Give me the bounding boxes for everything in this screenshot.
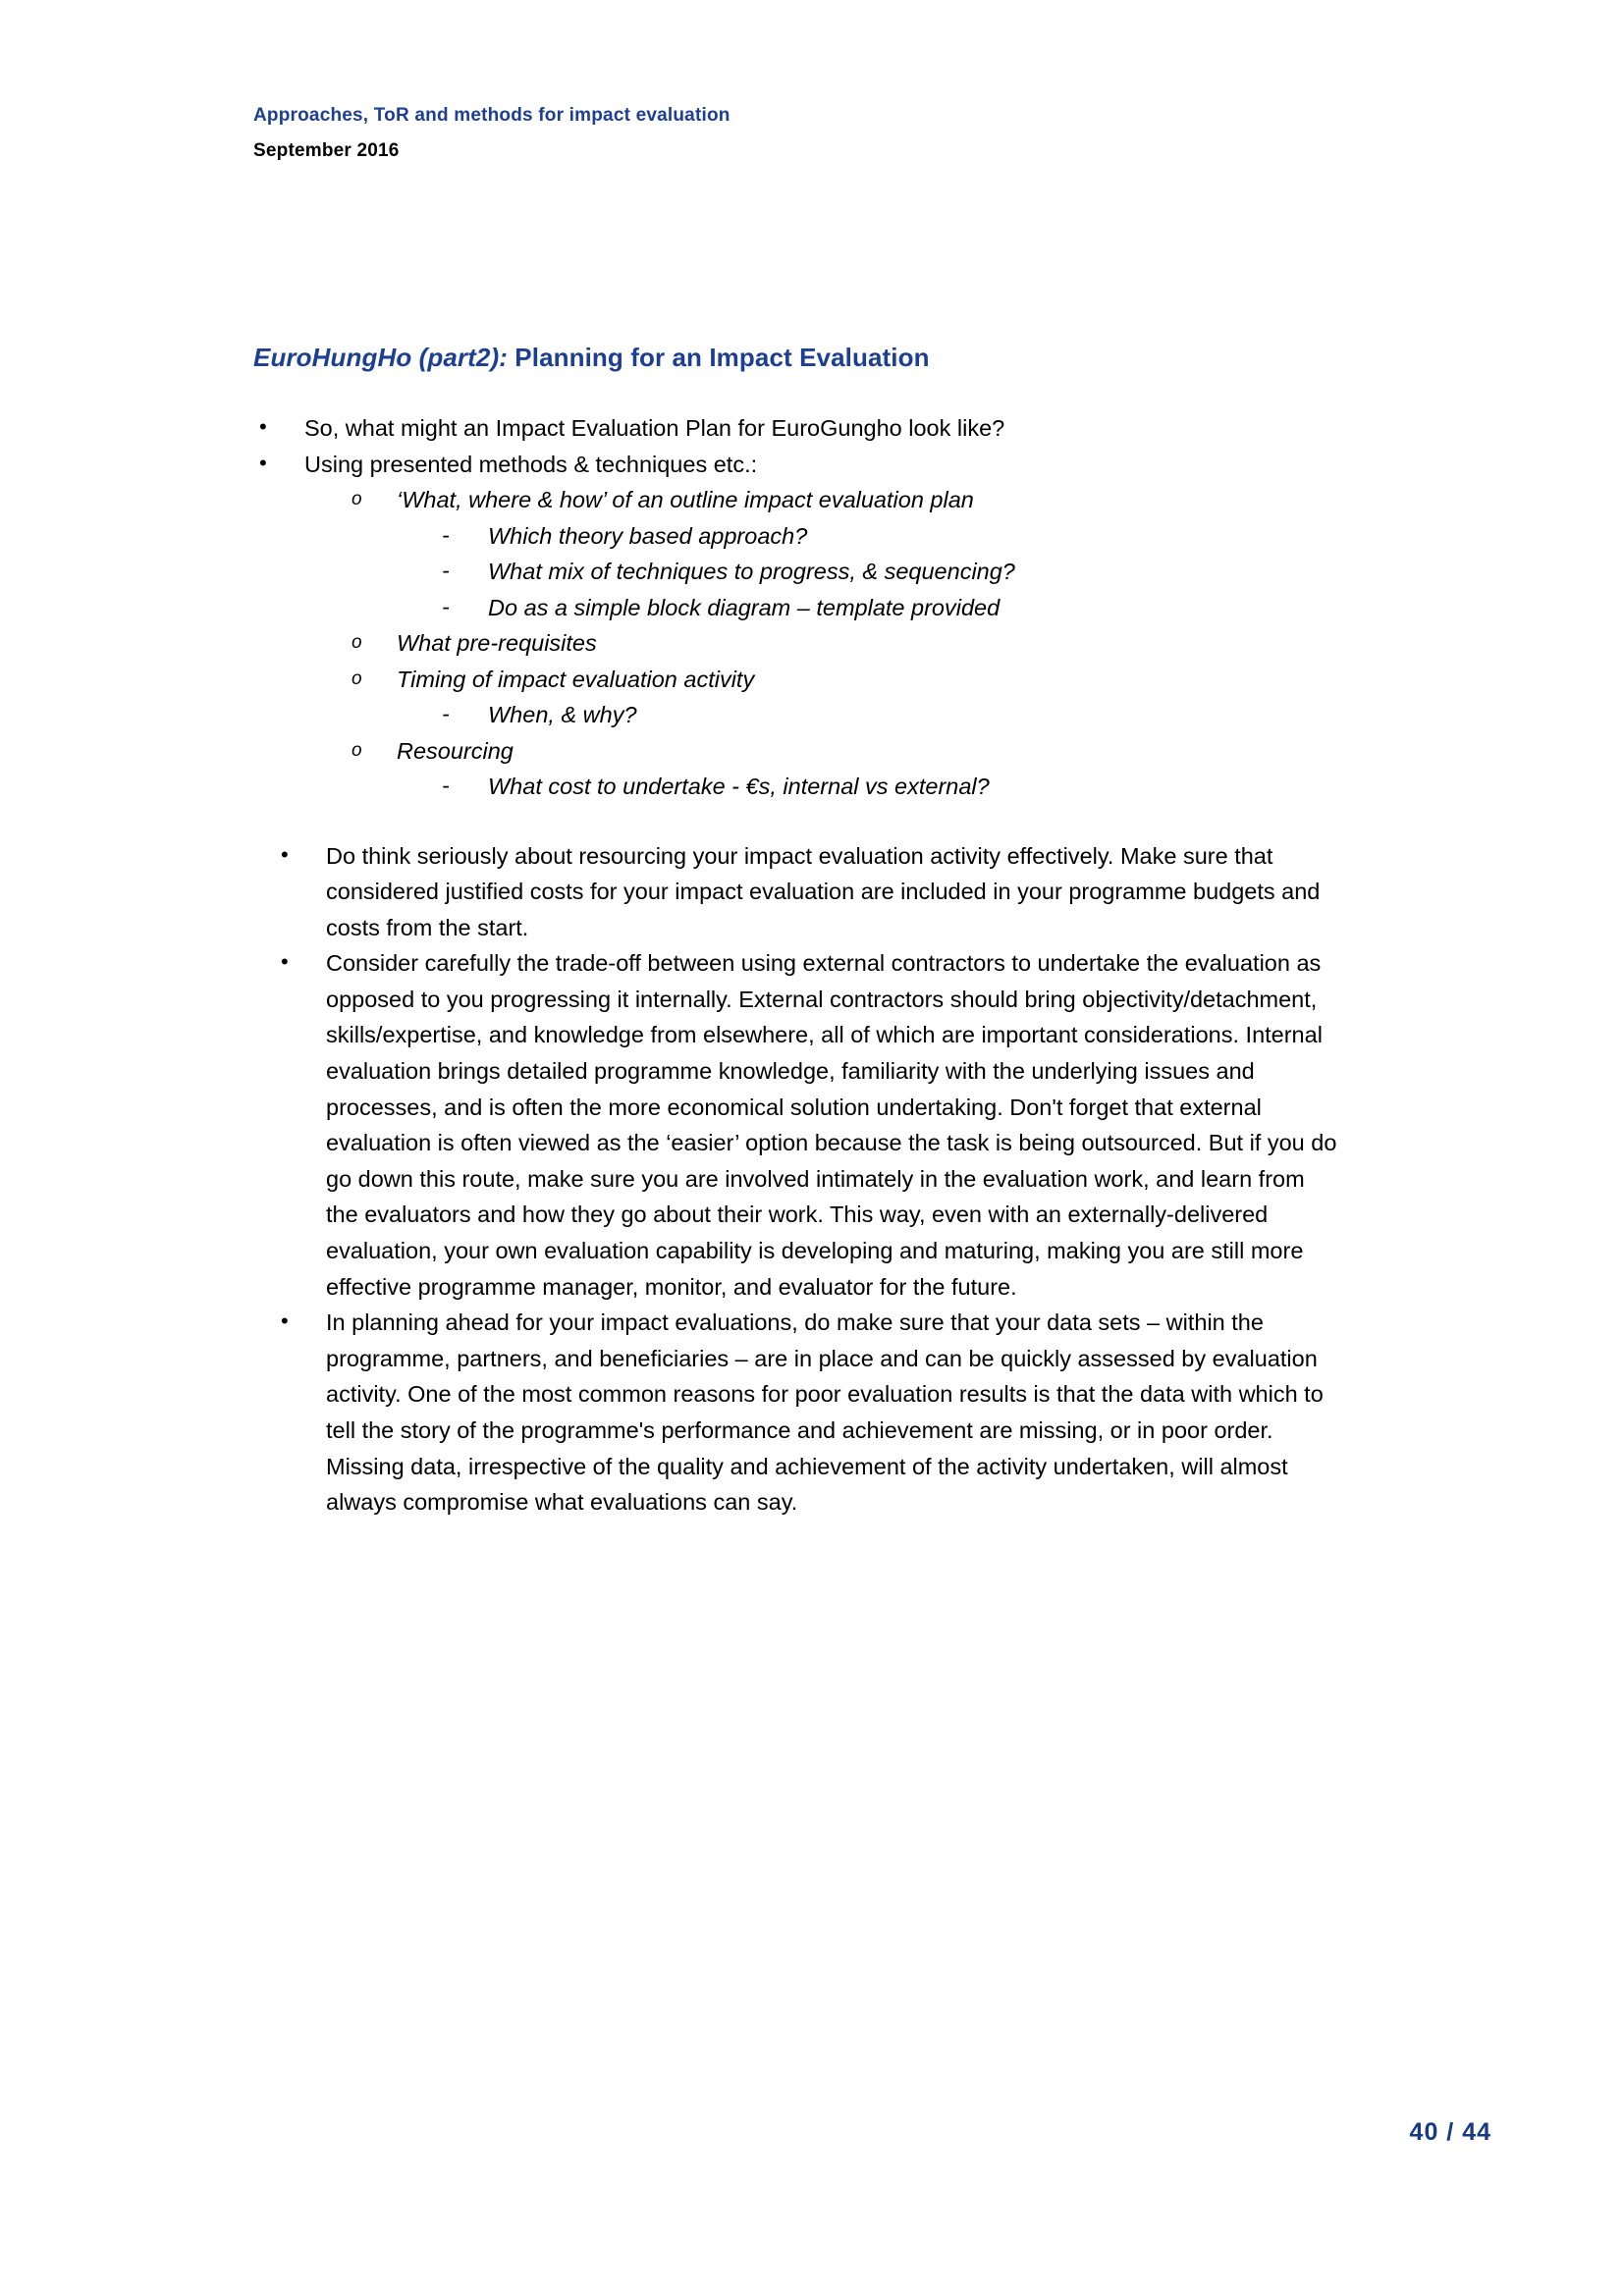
- outline-item-level2: [352, 625, 1359, 662]
- body-paragraph: [281, 945, 1342, 1305]
- list-marker: -: [442, 558, 450, 583]
- list-marker: •: [281, 949, 289, 975]
- list-marker: -: [442, 773, 450, 798]
- outline-item-text: Resourcing: [397, 737, 514, 764]
- outline-item-text: Using presented methods & techniques etc.:: [304, 451, 758, 477]
- outline-list: [0, 410, 1623, 805]
- outline-item-text: So, what might an Impact Evaluation Plan for EuroGungho look like?: [304, 415, 1005, 441]
- body-paragraph-text: Do think seriously about resourcing your impact evaluation activity effectively. Make sure that considered justified costs for your impact evaluation are included in your programme budgets and costs from the start.: [326, 842, 1321, 940]
- page-content: [0, 410, 1623, 1521]
- running-header: [253, 102, 1432, 164]
- outline-item-level3: [442, 554, 1362, 590]
- outline-item-level3: [442, 697, 1362, 733]
- list-marker: •: [259, 414, 267, 439]
- body-paragraph: [281, 1305, 1342, 1521]
- outline-item-level2: [352, 733, 1359, 770]
- outline-item-text: What cost to undertake - €s, internal vs external?: [488, 774, 990, 799]
- section-heading-rest: Planning for an Impact Evaluation: [507, 343, 930, 372]
- outline-item-text: ‘What, where & how’ of an outline impact evaluation plan: [397, 487, 974, 512]
- body-paragraph-text: Consider carefully the trade-off between using external contractors to undertake the evaluation as opposed to you progressing it internally. External contractors should bring objectivity/detachment, skills/expertise, and knowledge from elsewhere, all of which are important considerations. Internal evaluation brings detailed programme knowledge, familiarity with the underlying issues and processes, and is often the more economical solution undertaking. Don't forget that external evaluation is often viewed as the ‘easier’ option because the task is being outsourced. But if you do go down this route, make sure you are involved intimately in the evaluation work, and learn from the evaluators and how they go about their work. This way, even with an externally-delivered evaluation, your own evaluation capability is developing and maturing, making you are still more effective programme manager, monitor, and evaluator for the future.: [326, 950, 1337, 1300]
- section-heading-italic-part: EuroHungHo (part2):: [253, 343, 508, 372]
- list-marker: -: [442, 593, 450, 619]
- running-header-title: Approaches, ToR and methods for impact evaluation: [253, 105, 730, 126]
- outline-item-level3: [442, 590, 1362, 626]
- list-marker: •: [281, 841, 289, 867]
- outline-item-level2: [352, 482, 1359, 518]
- list-marker: -: [442, 521, 450, 548]
- outline-item-text: Timing of impact evaluation activity: [397, 666, 755, 692]
- outline-item-level2: [352, 662, 1359, 698]
- section-heading: [253, 343, 930, 373]
- outline-item-text: Which theory based approach?: [488, 522, 808, 549]
- body-paragraph-text: In planning ahead for your impact evaluations, do make sure that your data sets – within the programme, partners, and beneficiaries – are in place and can be quickly assessed by evaluation activity. One of the most common reasons for poor evaluation results is that the data with which to tell the story of the programme's performance and achievement are missing, or in poor order. Missing data, irrespective of the quality and achievement of the activity undertaken, will almost always compromise what evaluations can say.: [326, 1309, 1324, 1516]
- outline-item-text: When, & why?: [488, 702, 637, 727]
- body-paragraph: [281, 838, 1342, 946]
- list-marker: o: [352, 739, 362, 761]
- page-number: 40 / 44: [1409, 2118, 1491, 2146]
- outline-item-level1: [259, 410, 1355, 447]
- list-marker: o: [352, 632, 362, 653]
- outline-item-text: What mix of techniques to progress, & sequencing?: [488, 559, 1015, 584]
- outline-item-text: What pre-requisites: [397, 630, 597, 656]
- paragraph-list: [0, 838, 1623, 1521]
- outline-item-level3: [442, 769, 1362, 805]
- outline-item-level1: [259, 447, 1355, 483]
- list-marker: •: [281, 1308, 289, 1334]
- running-header-date: September 2016: [253, 139, 400, 161]
- list-marker: o: [352, 667, 362, 689]
- outline-item-level3: [442, 518, 1362, 555]
- list-marker: •: [259, 450, 267, 475]
- list-marker: -: [442, 701, 450, 726]
- outline-item-text: Do as a simple block diagram – template provided: [488, 594, 1001, 620]
- list-marker: o: [352, 489, 362, 509]
